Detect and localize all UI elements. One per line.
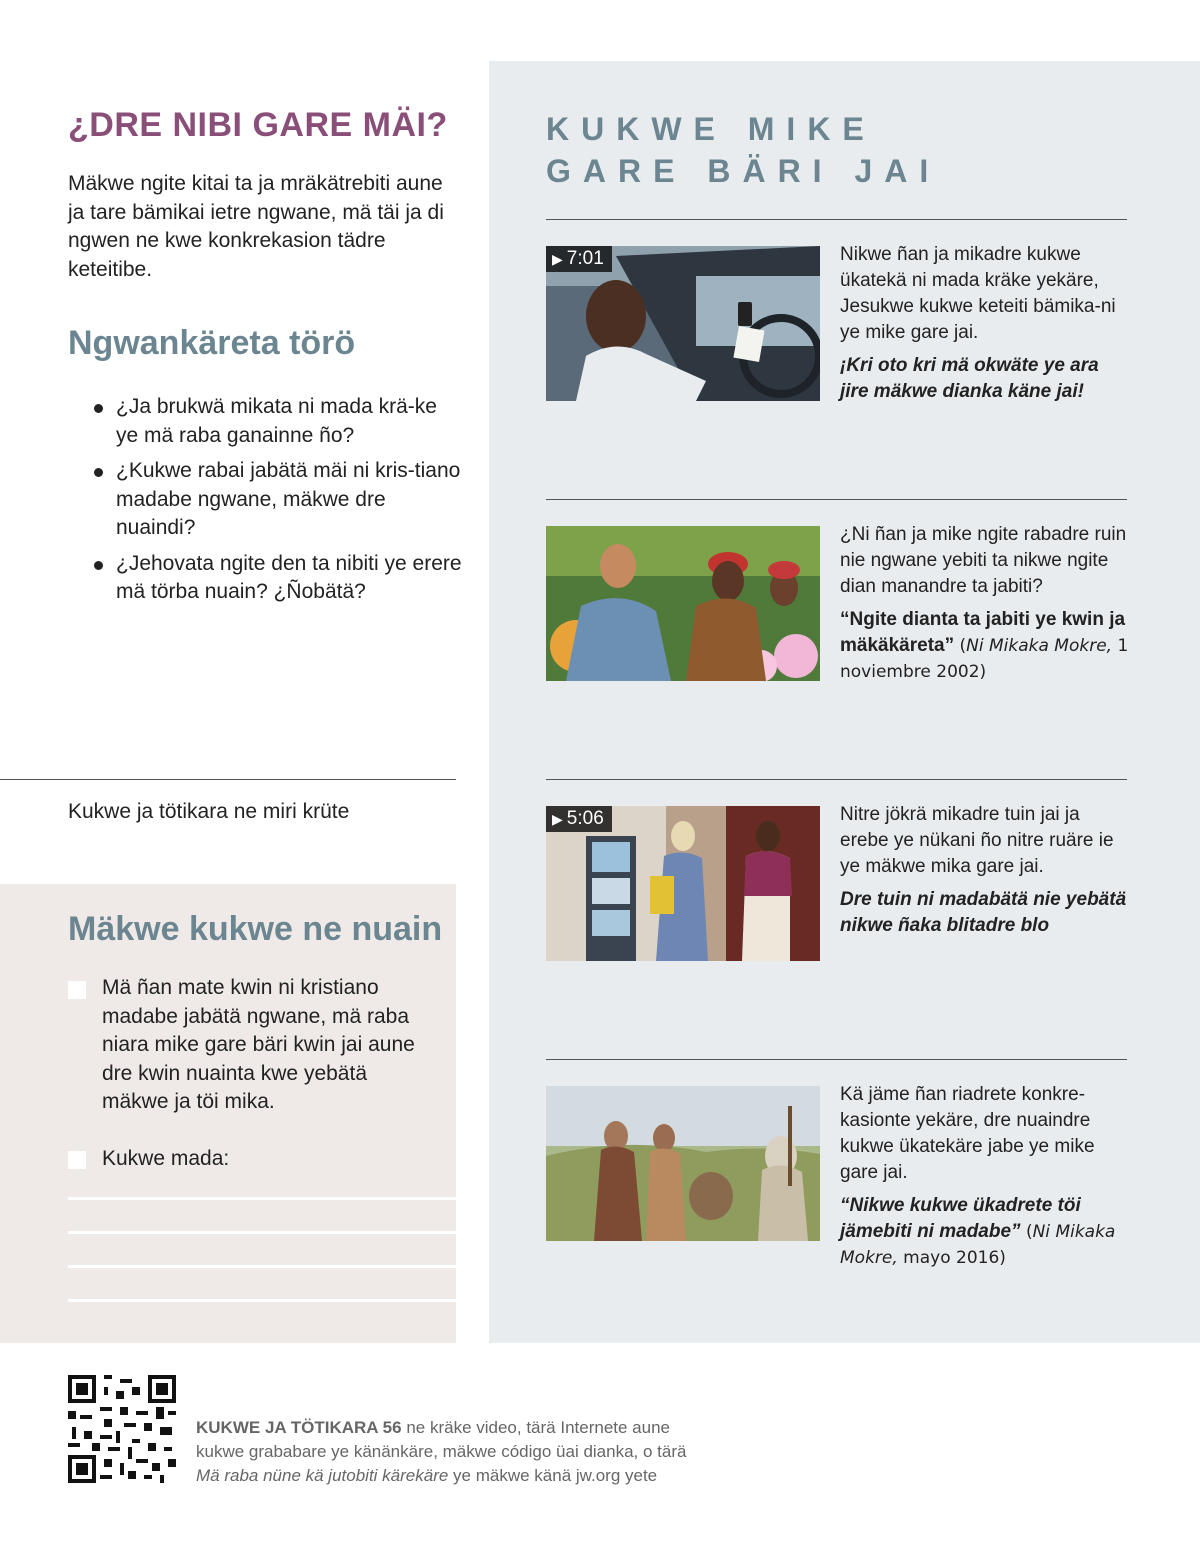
checkbox-option-2[interactable] [68,1151,86,1169]
video-thumbnail-3[interactable] [546,806,820,961]
divider [546,779,1127,780]
divider [546,1059,1127,1060]
write-line[interactable] [68,1265,456,1268]
write-line[interactable] [68,1299,456,1302]
greeting-scene-image [546,526,820,681]
list-item: ¿Kukwe rabai jabätä mäi ni kris-tiano madabe ngwane, mäkwe dre nuaindi? [92,457,462,543]
resource-link-title[interactable]: Dre tuin ni madabätä nie yebätä nikwe ñaka blitadre blo [840,889,1127,936]
divider [546,219,1127,220]
option-2-label: Kukwe mada: [102,1147,230,1170]
video-duration-badge: ▶ 7:01 [546,246,612,272]
intro-paragraph: Mäkwe ngite kitai ta ja mräkätrebiti aune ja tare bämikai ietre ngwane, mä täi ja di ngwen ne kwe konkrekasion tädre keteitibe. [68,172,444,281]
video-duration-badge: ▶ 5:06 [546,806,612,832]
scripture-note: Kukwe ja tötikara ne miri krüte [68,800,350,823]
article-image-4 [546,1086,820,1241]
resource-link-title[interactable]: “Ngite dianta ta jabiti ye kwin ja mäkäkäreta” (Ni Mikaka Mokre, 1 noviembre 2002) [840,609,1129,682]
list-item: ¿Jehovata ngite den ta nibiti ye erere mä törba nuain? ¿Ñobätä? [92,550,462,607]
list-item: ¿Ja brukwä mikata ni mada krä-ke ye mä raba ganainne ño? [92,393,462,450]
question-list [92,393,462,614]
play-icon: ▶ [552,811,563,827]
write-line[interactable] [68,1231,456,1234]
qr-code-icon[interactable] [68,1375,176,1483]
resource-description-4: Kä jäme ñan riadrete konkre-kasionte yekäre, dre nuaindre kukwe ükatekäre jabe ye mike gare jai. “Nikwe kukwe ükadrete töi jämebiti ni madabe” (Ni Mikaka Mokre, mayo 2016) [840,1082,1130,1271]
video-thumbnail-1[interactable] [546,246,820,401]
article-image-2 [546,526,820,681]
write-line[interactable] [68,1197,456,1200]
checkbox-option-1[interactable] [68,981,86,999]
footer-note: KUKWE JA TÖTIKARA 56 ne kräke video, tärä Internete aune kukwe grababare ye känänkäre, mäkwe código üai dianka, o tärä Mä raba nüne kä jutobiti kärekäre ye mäkwe känä jw.org yete [196,1418,687,1485]
resource-link-title[interactable]: “Nikwe kukwe ükadrete töi jämebiti ni madabe” (Ni Mikaka Mokre, mayo 2016) [840,1195,1116,1268]
divider [546,499,1127,500]
resources-heading: KUKWE MIKE GARE BÄRI JAI [546,111,941,189]
resource-description-2: ¿Ni ñan ja mike ngite rabadre ruin nie ngwane yebiti ta nikwe ngite dian manandre ta jabiti? “Ngite dianta ta jabiti ye kwin ja mäkäkäreta” (Ni Mikaka Mokre, 1 noviembre 2002) [840,522,1130,685]
play-icon: ▶ [552,251,563,267]
questions-heading: Ngwankäreta törö [68,324,356,362]
resource-link-title[interactable]: ¡Kri oto kri mä okwäte ye ara jire mäkwe dianka käne jai! [840,355,1099,402]
section-title: ¿DRE NIBI GARE MÄI? [68,106,448,144]
divider [0,779,456,780]
option-1-label: Mä ñan mate kwin ni kristiano madabe jabätä ngwane, mä raba niara mike gare bäri kwin jai aune dre kwin nuainta kwe yebätä mäkwe ja töi mika. [102,976,415,1113]
biblical-scene-image [546,1086,820,1241]
action-heading: Mäkwe kukwe ne nuain [68,910,443,948]
resource-description-1: Nikwe ñan ja mikadre kukwe ükatekä ni mada kräke yekäre, Jesukwe kukwe keteiti bämika-ni ye mike gare jai. ¡Kri oto kri mä okwäte ye ara jire mäkwe dianka käne jai! [840,242,1130,405]
resource-description-3: Nitre jökrä mikadre tuin jai ja erebe ye nükani ño nitre ruäre ie ye mäkwe mika gare jai. Dre tuin ni madabätä nie yebätä nikwe ñaka blitadre blo [840,802,1130,939]
